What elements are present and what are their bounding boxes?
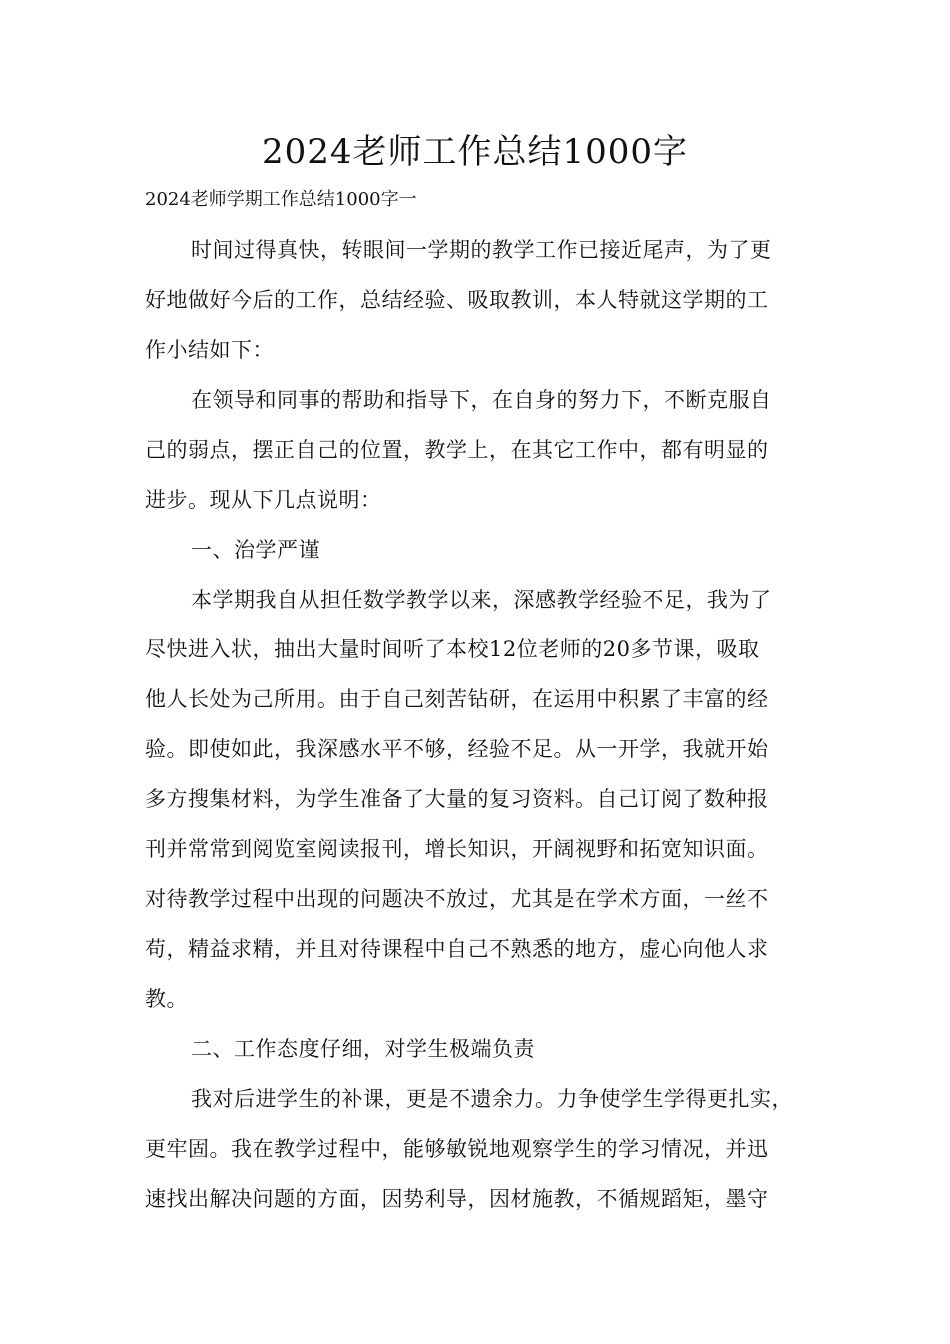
paragraph-line: 在领导和同事的帮助和指导下，在自身的努力下，不断克服自 — [191, 388, 772, 412]
paragraph-line: 己的弱点，摆正自己的位置，教学上，在其它工作中，都有明显的 — [145, 438, 769, 462]
section-heading: 一、治学严谨 — [191, 538, 320, 562]
paragraph-line: 好地做好今后的工作，总结经验、吸取教训，本人特就这学期的工 — [145, 288, 769, 312]
paragraph-line: 本学期我自从担任数学教学以来，深感教学经验不足，我为了 — [191, 588, 772, 612]
paragraph-line: 速找出解决问题的方面，因势利导，因材施教，不循规蹈矩，墨守 — [145, 1187, 769, 1211]
paragraph-line: 他人长处为己所用。由于自己刻苦钻研，在运用中积累了丰富的经 — [145, 687, 769, 711]
paragraph-line: 我对后进学生的补课，更是不遗余力。力争使学生学得更扎实， — [191, 1087, 793, 1111]
paragraph-line: 刊并常常到阅览室阅读报刊，增长知识，开阔视野和拓宽知识面。 — [145, 837, 769, 861]
section-heading: 二、工作态度仔细，对学生极端负责 — [191, 1037, 535, 1061]
paragraph-line: 验。即使如此，我深感水平不够，经验不足。从一开学，我就开始 — [145, 737, 769, 761]
paragraph-line: 更牢固。我在教学过程中，能够敏锐地观察学生的学习情况，并迅 — [145, 1137, 769, 1161]
paragraph-line: 时间过得真快，转眼间一学期的教学工作已接近尾声，为了更 — [191, 238, 772, 262]
paragraph-line: 苟，精益求精，并且对待课程中自己不熟悉的地方，虚心向他人求 — [145, 937, 769, 961]
document-title: 2024老师工作总结1000字 — [261, 132, 689, 172]
paragraph-line: 教。 — [145, 987, 188, 1011]
paragraph-line: 尽快进入状，抽出大量时间听了本校12位老师的20多节课，吸取 — [145, 637, 760, 661]
document-subtitle: 2024老师学期工作总结1000字一 — [145, 189, 417, 210]
paragraph-line: 对待教学过程中出现的问题决不放过，尤其是在学术方面，一丝不 — [145, 887, 769, 911]
paragraph-line: 进步。现从下几点说明： — [145, 488, 382, 512]
paragraph-line: 作小结如下： — [145, 338, 274, 362]
paragraph-line: 多方搜集材料，为学生准备了大量的复习资料。自己订阅了数种报 — [145, 787, 769, 811]
